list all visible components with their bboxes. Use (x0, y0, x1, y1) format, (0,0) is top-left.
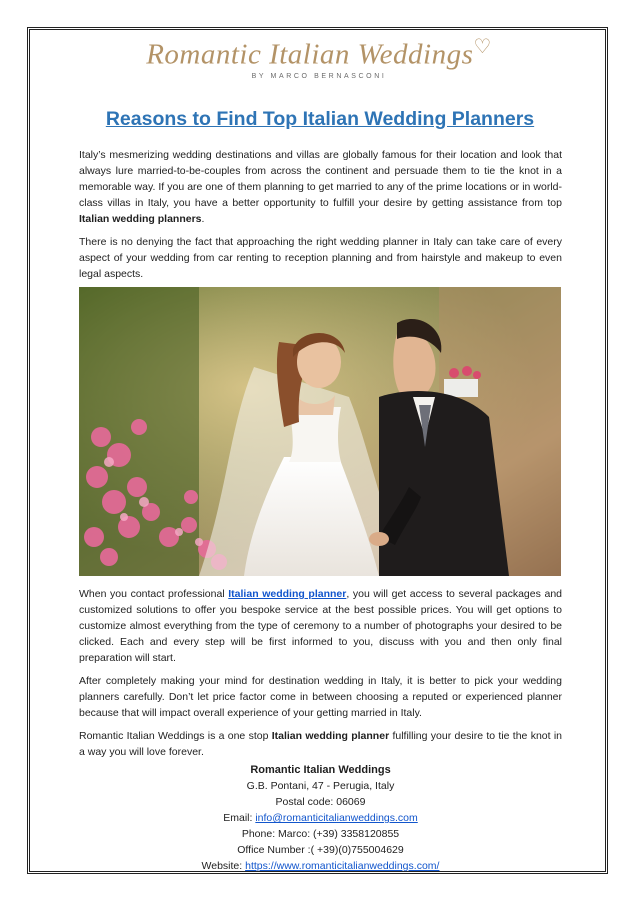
italian-wedding-planner-link[interactable]: Italian wedding planner (228, 588, 347, 600)
email-link[interactable]: info@romanticitalianweddings.com (255, 812, 418, 824)
wedding-couple-photo (79, 287, 561, 576)
paragraph-3: When you contact professional Italian wedding planner, you will get access to several packages and customized solutions to offer you bespoke service at the best possible prices. You will get options to customize almost everything from the type of ceremony to a number of photographs your desired to be clicked. Each and every step will be first informed to you, discuss with you and then only final preparation will start. (79, 588, 562, 664)
address: G.B. Pontani, 47 - Perugia, Italy (246, 780, 395, 792)
paragraph-1: Italy’s mesmerizing wedding destinations and villas are globally famous for their location and look that always lure married-to-be-couples from across the continent and persuade them to tie the knot in a memorable way. If you are one of them planning to get married to any of the prime locations or in world-class villas in Italy, you have a better opportunity to fulfill your desire by getting assistance from top Italian wedding planners. (79, 149, 562, 225)
paragraph-2: There is no denying the fact that approaching the right wedding planner in Italy can take care of every aspect of your wedding from car renting to reception planning and from hairstyle and makeup to even legal aspects. (79, 236, 562, 280)
keyword-bold: Italian wedding planners (79, 213, 202, 225)
brand-logo[interactable] (0, 30, 638, 84)
website-link[interactable]: https://www.romanticitalianweddings.com/ (245, 860, 440, 872)
intro-section (79, 147, 562, 282)
phone: Phone: Marco: (+39) 3358120855 (241, 828, 400, 840)
company-name: Romantic Italian Weddings (250, 764, 391, 776)
heart-icon: ♡ (473, 36, 492, 58)
article-title: Reasons to Find Top Italian Wedding Planners (105, 108, 535, 130)
postal-code: Postal code: 06069 (275, 796, 366, 808)
keyword-bold: Italian wedding planner (271, 730, 390, 742)
paragraph-5: Romantic Italian Weddings is a one stop Italian wedding planner fulfilling your desire to tie the knot in a way you will love forever. (79, 730, 563, 758)
logo-wordmark: Romantic Italian Weddings♡ (146, 36, 492, 71)
website-line: Website: https://www.romanticitalianweddings.com/ (201, 860, 440, 872)
paragraph-4: After completely making your mind for destination wedding in Italy, it is better to pick your wedding planners carefully. Don’t let price factor come in between choosing a reputed or experienced planner because that will impact overall experience of your getting married in Italy. (79, 675, 562, 719)
email-line: Email: info@romanticitalianweddings.com (223, 812, 418, 824)
contact-footer (79, 762, 562, 874)
logo-byline: BY MARCO BERNASCONI (251, 72, 387, 80)
body-section (79, 586, 562, 760)
office-number: Office Number :( +39)(0)755004629 (237, 844, 404, 856)
